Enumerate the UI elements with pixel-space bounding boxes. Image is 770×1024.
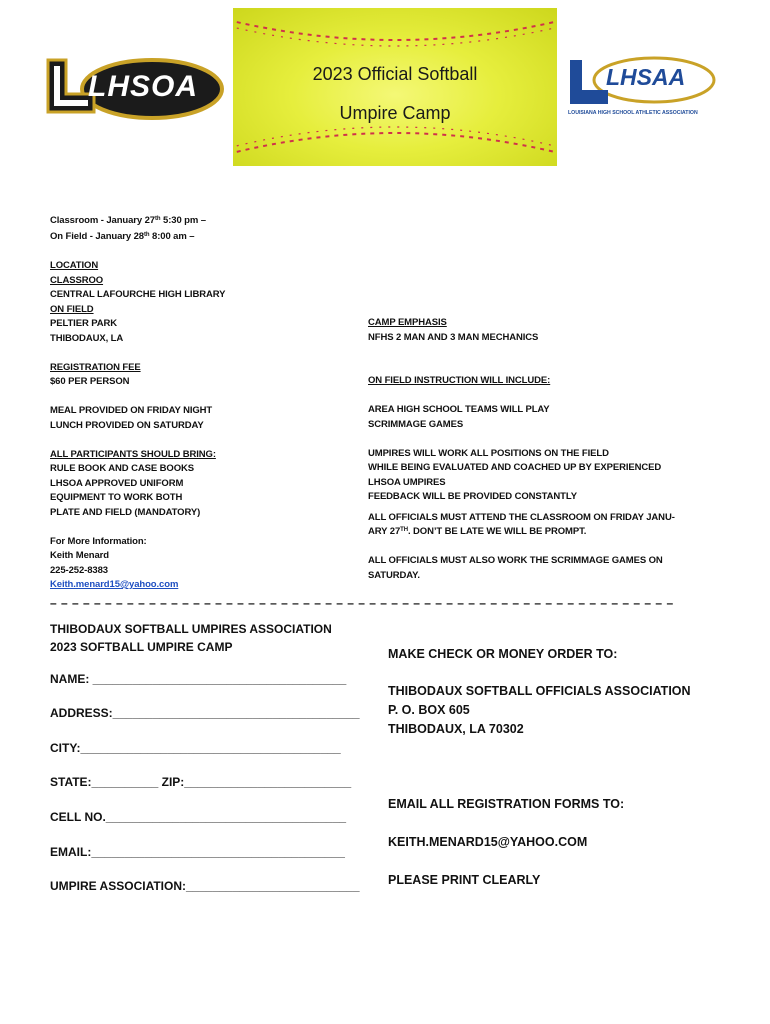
lhsaa-logo [566, 54, 718, 118]
left-column [50, 259, 350, 593]
emphasis-text: NFHS 2 MAN AND 3 MAN MECHANICS [368, 331, 539, 343]
schedule-field: On Field - January 28th 8:00 am – [50, 231, 195, 242]
teams-line: AREA HIGH SCHOOL TEAMS WILL PLAY [368, 404, 550, 415]
address-field[interactable]: ADDRESS:_____________________________________ [50, 706, 360, 720]
cell-field[interactable]: CELL NO.____________________________________ [50, 810, 347, 824]
location-city: THIBODAUX, LA [50, 332, 124, 344]
meal-friday: MEAL PROVIDED ON FRIDAY NIGHT [50, 405, 213, 416]
payee-pobox: P. O. BOX 605 [388, 703, 470, 717]
info-heading: For More Information: [50, 535, 147, 547]
bring-item: PLATE AND FIELD (MANDATORY) [50, 506, 201, 518]
attend-line: ARY 27TH. DON’T BE LATE WE WILL BE PROMPT. [368, 526, 587, 537]
classroom-heading: CLASSROO [50, 274, 104, 286]
banner-title-line2: Umpire Camp [339, 103, 451, 123]
softball-banner [233, 8, 557, 166]
payee-name: THIBODAUX SOFTBALL OFFICIALS ASSOCIATION [388, 684, 691, 698]
bring-item: EQUIPMENT TO WORK BOTH [50, 492, 183, 503]
attend-line: ALL OFFICIALS MUST ATTEND THE CLASSROOM ON FRIDAY JANU- [368, 511, 675, 523]
info-phone: 225-252-8383 [50, 564, 108, 576]
bring-item: LHSOA APPROVED UNIFORM [50, 477, 184, 489]
payee [388, 682, 691, 739]
bring-heading: ALL PARTICIPANTS SHOULD BRING: [50, 448, 216, 460]
state-zip-field[interactable]: STATE:__________ ZIP:_________________________ [50, 775, 352, 789]
form-org [50, 620, 332, 656]
positions-line: LHSOA UMPIRES [368, 476, 446, 488]
teams-line: SCRIMMAGE GAMES [368, 418, 464, 430]
lhsoa-logo [44, 52, 224, 122]
city-field[interactable]: CITY:_______________________________________ [50, 741, 341, 755]
banner-title-line1: 2023 Official Softball [312, 64, 478, 84]
lhsoa-logo-text: LHSOA [88, 70, 198, 103]
scrimmage-line: ALL OFFICIALS MUST ALSO WORK THE SCRIMMAGE GAMES ON [368, 555, 663, 566]
emphasis-heading: CAMP EMPHASIS [368, 317, 447, 328]
field-place: PELTIER PARK [50, 318, 118, 329]
name-field[interactable]: NAME: ______________________________________ [50, 672, 347, 686]
positions-line: UMPIRES WILL WORK ALL POSITIONS ON THE FIELD [368, 447, 609, 459]
schedule-classroom: Classroom - January 27th 5:30 pm – [50, 215, 206, 226]
form-camp-name: 2023 SOFTBALL UMPIRE CAMP [50, 640, 233, 654]
registration-email[interactable]: KEITH.MENARD15@YAHOO.COM [388, 835, 588, 849]
print-clearly-note: PLEASE PRINT CLEARLY [388, 873, 541, 887]
umpire-association-field[interactable]: UMPIRE ASSOCIATION:__________________________ [50, 879, 360, 893]
classroom-place: CENTRAL LAFOURCHE HIGH LIBRARY [50, 289, 226, 300]
email-field[interactable]: EMAIL:______________________________________ [50, 845, 345, 859]
check-heading: MAKE CHECK OR MONEY ORDER TO: [388, 647, 618, 661]
info-name: Keith Menard [50, 550, 109, 561]
instruction-heading: ON FIELD INSTRUCTION WILL INCLUDE: [368, 375, 551, 386]
form-org-name: THIBODAUX SOFTBALL UMPIRES ASSOCIATION [50, 622, 332, 636]
right-column [368, 316, 708, 583]
scrimmage-line: SATURDAY. [368, 569, 420, 581]
payee-city: THIBODAUX, LA 70302 [388, 722, 524, 736]
lhsaa-logo-text: LHSAA [606, 64, 686, 90]
bring-item: RULE BOOK AND CASE BOOKS [50, 463, 194, 474]
cut-line-divider: – – – – – – – – – – – – – – – – – – – – – – – – – – – – – – – – – – – – – – – – – – – – – – – – – – – – – – – – – [50, 596, 674, 610]
fee-value: $60 PER PERSON [50, 376, 130, 387]
positions-line: WHILE BEING EVALUATED AND COACHED UP BY EXPERIENCED [368, 462, 662, 473]
lhsaa-logo-subtitle: LOUISIANA HIGH SCHOOL ATHLETIC ASSOCIATION [568, 110, 698, 116]
meal-saturday: LUNCH PROVIDED ON SATURDAY [50, 419, 204, 431]
softball-stitches [233, 8, 557, 166]
info-email-link[interactable]: Keith.menard15@yahoo.com [50, 579, 179, 590]
fee-heading: REGISTRATION FEE [50, 361, 141, 373]
location-heading: LOCATION [50, 260, 99, 271]
email-forms-heading: EMAIL ALL REGISTRATION FORMS TO: [388, 797, 625, 811]
field-heading: ON FIELD [50, 303, 94, 315]
positions-line: FEEDBACK WILL BE PROVIDED CONSTANTLY [368, 491, 577, 502]
